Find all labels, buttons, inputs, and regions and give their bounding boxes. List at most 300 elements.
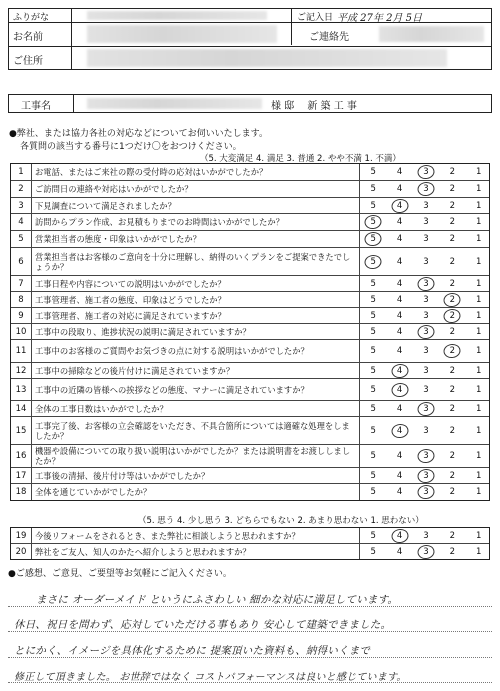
score-label: 5 — [370, 278, 376, 289]
question-row — [11, 379, 489, 401]
score-label: 1 — [476, 403, 482, 414]
score-label: 1 — [476, 451, 482, 461]
score-option-1[interactable] — [466, 276, 492, 291]
score-option-5[interactable] — [360, 248, 386, 275]
score-label: 2 — [449, 451, 456, 461]
score-option-5[interactable] — [360, 324, 386, 339]
score-label: 4 — [396, 234, 403, 244]
score-option-2[interactable] — [439, 276, 465, 291]
question-text: 訪問からプラン作成、お見積もりまでのお時間はいかがでしたか？ — [32, 214, 360, 230]
question-text: 工事中の掃除などの後片付けに満足されていますか？ — [32, 363, 360, 378]
question-text: 今後リフォームをされるとき、また弊社に相談しようと思われますか？ — [32, 528, 360, 543]
score-option-1[interactable] — [466, 401, 492, 416]
name-label: お名前 — [13, 32, 43, 43]
score-label: 2 — [449, 425, 456, 436]
score-option-4[interactable] — [386, 379, 412, 400]
question-text: 工事中のお客様のご質問やお気づきの点に対する説明はいかがでしたか？ — [32, 340, 360, 362]
question-number: 4 — [11, 214, 32, 230]
score-label: 1 — [476, 294, 482, 305]
score-label: 4 — [396, 184, 403, 194]
score-label: 2 — [449, 278, 456, 289]
score-label: 5 — [370, 326, 376, 337]
selected-circle-mark — [417, 484, 436, 500]
question-row — [11, 401, 489, 417]
selected-circle-mark — [390, 527, 409, 543]
score-label: 3 — [423, 278, 429, 289]
score-label: 4 — [396, 546, 403, 557]
score-label: 5 — [370, 546, 376, 557]
selected-circle-mark — [390, 197, 409, 213]
score-option-5[interactable] — [360, 528, 386, 543]
score-label: 2 — [449, 167, 456, 177]
redacted-contact — [379, 26, 484, 42]
score-option-4[interactable] — [386, 445, 412, 467]
score-option-5[interactable] — [360, 417, 386, 444]
score-label: 3 — [423, 530, 429, 541]
divider — [291, 9, 292, 45]
score-option-3[interactable] — [413, 340, 439, 362]
project-suffix: 様 邸 新 築 工 事 — [271, 101, 357, 112]
score-label: 4 — [396, 217, 403, 227]
question-row — [11, 528, 489, 544]
score-option-3[interactable] — [413, 292, 439, 307]
score-label: 2 — [449, 487, 456, 497]
question-row — [11, 340, 489, 363]
score-option-4[interactable] — [386, 164, 412, 180]
score-label: 4 — [396, 310, 403, 321]
score-option-4[interactable] — [386, 181, 412, 197]
question-number: 5 — [11, 231, 32, 247]
score-option-1[interactable] — [466, 484, 492, 500]
question-text: 工事完了後、お客様の立会確認をいただき、不具合箇所については適確な処理をしましたか？ — [32, 417, 360, 444]
redacted-furigana — [87, 11, 267, 20]
score-label: 1 — [476, 425, 482, 436]
score-label: 2 — [449, 384, 456, 395]
redacted-project-name — [87, 98, 262, 109]
score-label: 4 — [396, 294, 403, 305]
score-label: 5 — [370, 184, 376, 194]
selected-circle-mark — [390, 381, 409, 397]
score-label: 3 — [423, 470, 429, 481]
score-option-4[interactable] — [386, 324, 412, 339]
question-number: 16 — [11, 445, 32, 467]
score-option-1[interactable] — [466, 528, 492, 543]
score-label: 3 — [423, 546, 429, 557]
score-option-4[interactable] — [386, 276, 412, 291]
score-label: 1 — [476, 256, 482, 267]
scale-legend-2: （5. 思う 4. 少し思う 3. どちらでもない 2. あまり思わない 1. 思わない） — [138, 516, 424, 526]
score-option-3[interactable] — [413, 164, 439, 180]
score-label: 3 — [423, 200, 429, 211]
selected-circle-mark — [417, 164, 436, 180]
score-option-3[interactable] — [413, 181, 439, 197]
score-label: 5 — [370, 384, 376, 395]
score-label: 1 — [476, 384, 482, 395]
score-label: 1 — [476, 310, 482, 321]
score-option-5[interactable] — [360, 363, 386, 378]
score-option-5[interactable] — [360, 231, 386, 247]
score-option-5[interactable] — [360, 276, 386, 291]
score-option-4[interactable] — [386, 231, 412, 247]
question-text: 機器や設備についての取り扱い説明はいかがでしたか？または説明書をお渡ししましたか？ — [32, 445, 360, 467]
question-text: 工事管理者、施工者の対応に満足されていますか？ — [32, 308, 360, 323]
score-label: 4 — [396, 278, 403, 289]
score-option-3[interactable] — [413, 276, 439, 291]
question-row — [11, 445, 489, 468]
score-option-5[interactable] — [360, 308, 386, 323]
score-option-4[interactable] — [386, 308, 412, 323]
question-number: 10 — [11, 324, 32, 339]
score-option-1[interactable] — [466, 248, 492, 275]
score-option-1[interactable] — [466, 198, 492, 213]
score-option-3[interactable] — [413, 544, 439, 559]
selected-circle-mark — [417, 400, 436, 416]
selected-circle-mark — [364, 231, 383, 247]
intro-line2: 各質問の該当する番号に1つだけ〇をおつけください。 — [20, 142, 242, 152]
score-label: 1 — [476, 167, 482, 177]
score-option-2[interactable] — [439, 164, 465, 180]
score-label: 5 — [370, 487, 376, 497]
question-row — [11, 544, 489, 559]
score-option-4[interactable] — [386, 401, 412, 416]
question-number: 7 — [11, 276, 32, 291]
score-option-1[interactable] — [466, 417, 492, 444]
question-number: 3 — [11, 198, 32, 213]
question-text: 営業担当者はお客様のご意向を十分に理解し、納得のいくプランをご提案できたでしょうか？ — [32, 248, 360, 275]
score-option-2[interactable] — [439, 181, 465, 197]
comment-line: 修正して頂きました。 お世辞ではなく コストパフォーマンスは良いと感じています。 — [14, 672, 407, 683]
score-label: 2 — [449, 234, 456, 244]
score-option-4[interactable] — [386, 248, 412, 275]
score-label: 5 — [370, 365, 376, 376]
comment-line: 休日、祝日を問わず、応対していただける事もあり 安心して建築できました。 — [14, 619, 392, 631]
score-label: 4 — [396, 403, 403, 414]
contact-label: ご連絡先 — [309, 32, 349, 43]
score-option-4[interactable] — [386, 544, 412, 559]
score-option-1[interactable] — [466, 231, 492, 247]
question-row — [11, 468, 489, 484]
score-option-5[interactable] — [360, 340, 386, 362]
redacted-name — [87, 25, 277, 43]
score-label: 5 — [370, 425, 376, 436]
score-label: 4 — [396, 487, 403, 497]
selected-circle-mark — [417, 323, 436, 339]
score-label: 3 — [423, 346, 429, 356]
score-option-2[interactable] — [439, 248, 465, 275]
redacted-address — [87, 49, 447, 67]
score-option-4[interactable] — [386, 528, 412, 543]
score-option-2[interactable] — [439, 401, 465, 416]
score-option-2[interactable] — [439, 445, 465, 467]
comments-section — [8, 566, 492, 686]
question-row — [11, 214, 489, 231]
question-number: 13 — [11, 379, 32, 400]
score-option-1[interactable] — [466, 340, 492, 362]
score-label: 4 — [396, 346, 403, 356]
score-option-1[interactable] — [466, 214, 492, 230]
question-text: 工事中の段取り、進捗状況の説明に満足されていますか？ — [32, 324, 360, 339]
score-label: 3 — [423, 326, 429, 337]
score-option-3[interactable] — [413, 445, 439, 467]
intro-line1: ●弊社、または協力各社の対応などについてお伺いいたします。 — [9, 129, 268, 139]
score-label: 2 — [449, 403, 456, 414]
score-label: 1 — [476, 278, 482, 289]
score-label: 5 — [370, 167, 376, 177]
question-row — [11, 231, 489, 248]
comment-line: まさに オーダーメイド というにふさわしい 細かな対応に満足しています。 — [36, 594, 399, 606]
question-row — [11, 363, 489, 379]
project-label: 工事名 — [21, 101, 51, 112]
score-label: 1 — [476, 487, 482, 497]
score-option-1[interactable] — [466, 379, 492, 400]
selected-circle-mark — [390, 422, 409, 438]
score-option-2[interactable] — [439, 468, 465, 483]
score-option-4[interactable] — [386, 363, 412, 378]
score-label: 2 — [449, 546, 456, 557]
date-value: 平成 27年 2月 5日 — [337, 13, 422, 24]
score-option-5[interactable] — [360, 544, 386, 559]
divider — [73, 95, 74, 112]
score-option-4[interactable] — [386, 340, 412, 362]
score-label: 3 — [423, 403, 429, 414]
score-option-1[interactable] — [466, 544, 492, 559]
score-option-5[interactable] — [360, 445, 386, 467]
question-text: 下見調査について満足されましたか？ — [32, 198, 360, 213]
score-label: 5 — [370, 346, 376, 356]
score-option-3[interactable] — [413, 308, 439, 323]
score-option-3[interactable] — [413, 528, 439, 543]
score-label: 1 — [476, 546, 482, 557]
score-option-5[interactable] — [360, 164, 386, 180]
score-label: 3 — [423, 451, 429, 461]
score-label: 2 — [449, 310, 456, 321]
score-label: 2 — [449, 346, 456, 356]
score-option-5[interactable] — [360, 198, 386, 213]
score-label: 5 — [370, 470, 376, 481]
customer-info-table — [8, 8, 492, 70]
score-option-3[interactable] — [413, 324, 439, 339]
score-label: 4 — [396, 470, 403, 481]
score-option-5[interactable] — [360, 379, 386, 400]
score-label: 5 — [370, 217, 376, 227]
question-number: 12 — [11, 363, 32, 378]
score-label: 1 — [476, 184, 482, 194]
score-option-3[interactable] — [413, 379, 439, 400]
score-option-1[interactable] — [466, 324, 492, 339]
question-text: ご訪問日の連絡や対応はいかがでしたか？ — [32, 181, 360, 197]
score-option-1[interactable] — [466, 363, 492, 378]
score-label: 2 — [449, 200, 456, 211]
score-label: 1 — [476, 217, 482, 227]
score-option-3[interactable] — [413, 198, 439, 213]
score-option-2[interactable] — [439, 214, 465, 230]
score-label: 5 — [370, 294, 376, 305]
score-option-2[interactable] — [439, 544, 465, 559]
score-option-5[interactable] — [360, 401, 386, 416]
score-option-3[interactable] — [413, 484, 439, 500]
score-option-3[interactable] — [413, 468, 439, 483]
selected-circle-mark — [417, 275, 436, 291]
score-label: 2 — [449, 470, 456, 481]
score-label: 5 — [370, 256, 376, 267]
score-label: 3 — [423, 384, 429, 395]
score-label: 3 — [423, 234, 429, 244]
question-number: 6 — [11, 248, 32, 275]
question-row — [11, 417, 489, 445]
score-option-4[interactable] — [386, 484, 412, 500]
question-number: 17 — [11, 468, 32, 483]
score-label: 4 — [396, 167, 403, 177]
selected-circle-mark — [364, 253, 383, 269]
score-label: 5 — [370, 310, 376, 321]
divider — [9, 46, 491, 47]
project-row — [8, 94, 492, 113]
question-row — [11, 276, 489, 292]
score-option-2[interactable] — [439, 324, 465, 339]
score-label: 5 — [370, 403, 376, 414]
score-option-5[interactable] — [360, 292, 386, 307]
question-row — [11, 198, 489, 214]
score-option-2[interactable] — [439, 231, 465, 247]
score-label: 3 — [423, 167, 429, 177]
question-number: 19 — [11, 528, 32, 543]
score-label: 2 — [449, 217, 456, 227]
score-label: 3 — [423, 365, 429, 376]
question-text: 工事日程や内容についての説明はいかがでしたか？ — [32, 276, 360, 291]
question-row — [11, 181, 489, 198]
score-option-3[interactable] — [413, 363, 439, 378]
selected-circle-mark — [443, 307, 462, 323]
score-option-1[interactable] — [466, 181, 492, 197]
question-text: 工事中の近隣の皆様への挨拶などの態度、マナーに満足されていますか？ — [32, 379, 360, 400]
score-option-3[interactable] — [413, 417, 439, 444]
question-row — [11, 308, 489, 324]
question-text: 工事後の清掃、後片付け等はいかがでしたか？ — [32, 468, 360, 483]
score-option-4[interactable] — [386, 417, 412, 444]
question-number: 18 — [11, 484, 32, 500]
score-option-1[interactable] — [466, 164, 492, 180]
score-option-2[interactable] — [439, 528, 465, 543]
score-option-1[interactable] — [466, 292, 492, 307]
selected-circle-mark — [417, 181, 436, 197]
score-option-5[interactable] — [360, 214, 386, 230]
selected-circle-mark — [364, 214, 383, 230]
score-option-1[interactable] — [466, 468, 492, 483]
score-option-5[interactable] — [360, 484, 386, 500]
selected-circle-mark — [443, 291, 462, 307]
score-label: 2 — [449, 184, 456, 194]
questions-table-2 — [10, 527, 490, 560]
score-label: 4 — [396, 425, 403, 436]
score-option-3[interactable] — [413, 401, 439, 416]
furigana-label: ふりがな — [13, 13, 50, 23]
question-number: 9 — [11, 308, 32, 323]
questions-table — [10, 163, 490, 501]
question-text: 全体を通じていかがでしたか？ — [32, 484, 360, 500]
score-option-3[interactable] — [413, 214, 439, 230]
score-label: 3 — [423, 487, 429, 497]
score-option-2[interactable] — [439, 340, 465, 362]
score-option-2[interactable] — [439, 292, 465, 307]
question-text: 営業担当者の態度・印象はいかがでしたか？ — [32, 231, 360, 247]
score-label: 5 — [370, 530, 376, 541]
score-option-2[interactable] — [439, 363, 465, 378]
score-option-3[interactable] — [413, 248, 439, 275]
score-label: 3 — [423, 294, 429, 305]
score-option-5[interactable] — [360, 181, 386, 197]
score-label: 1 — [476, 234, 482, 244]
selected-circle-mark — [417, 467, 436, 483]
score-label: 2 — [449, 294, 456, 305]
score-label: 5 — [370, 451, 376, 461]
question-row — [11, 164, 489, 181]
score-option-4[interactable] — [386, 214, 412, 230]
score-label: 4 — [396, 384, 403, 395]
score-label: 3 — [423, 310, 429, 321]
question-text: お電話、またはご来社の際の受付時の応対はいかがでしたか？ — [32, 164, 360, 180]
question-number: 14 — [11, 401, 32, 416]
score-option-4[interactable] — [386, 292, 412, 307]
score-option-2[interactable] — [439, 308, 465, 323]
question-text: 工事管理者、施工者の態度、印象はどうでしたか？ — [32, 292, 360, 307]
score-label: 2 — [449, 256, 456, 267]
question-number: 11 — [11, 340, 32, 362]
divider — [71, 9, 72, 69]
score-label: 3 — [423, 217, 429, 227]
score-option-2[interactable] — [439, 484, 465, 500]
score-option-2[interactable] — [439, 198, 465, 213]
score-label: 4 — [396, 200, 403, 211]
score-label: 2 — [449, 530, 456, 541]
score-label: 3 — [423, 256, 429, 267]
score-label: 1 — [476, 200, 482, 211]
score-option-2[interactable] — [439, 379, 465, 400]
question-row — [11, 484, 489, 500]
score-option-1[interactable] — [466, 445, 492, 467]
score-label: 3 — [423, 425, 429, 436]
score-label: 1 — [476, 365, 482, 376]
question-number: 2 — [11, 181, 32, 197]
score-option-4[interactable] — [386, 198, 412, 213]
score-label: 4 — [396, 451, 403, 461]
score-option-5[interactable] — [360, 468, 386, 483]
score-label: 2 — [449, 365, 456, 376]
score-label: 2 — [449, 326, 456, 337]
score-label: 1 — [476, 470, 482, 481]
score-option-2[interactable] — [439, 417, 465, 444]
score-label: 1 — [476, 326, 482, 337]
scale-legend: （5. 大変満足 4. 満足 3. 普通 2. やや不満 1. 不満） — [200, 154, 401, 164]
score-label: 5 — [370, 200, 376, 211]
score-label: 4 — [396, 530, 403, 541]
score-label: 4 — [396, 256, 403, 267]
date-label: ご記入日 — [297, 13, 334, 23]
comments-heading: ●ご感想、ご意見、ご要望等お気軽にご記入ください。 — [8, 569, 232, 579]
question-row — [11, 248, 489, 276]
score-label: 1 — [476, 530, 482, 541]
question-number: 1 — [11, 164, 32, 180]
question-row — [11, 324, 489, 340]
score-option-3[interactable] — [413, 231, 439, 247]
score-label: 4 — [396, 365, 403, 376]
question-number: 20 — [11, 544, 32, 559]
score-label: 5 — [370, 234, 376, 244]
score-option-1[interactable] — [466, 308, 492, 323]
selected-circle-mark — [417, 448, 436, 464]
score-option-4[interactable] — [386, 468, 412, 483]
score-label: 4 — [396, 326, 403, 337]
selected-circle-mark — [443, 343, 462, 359]
